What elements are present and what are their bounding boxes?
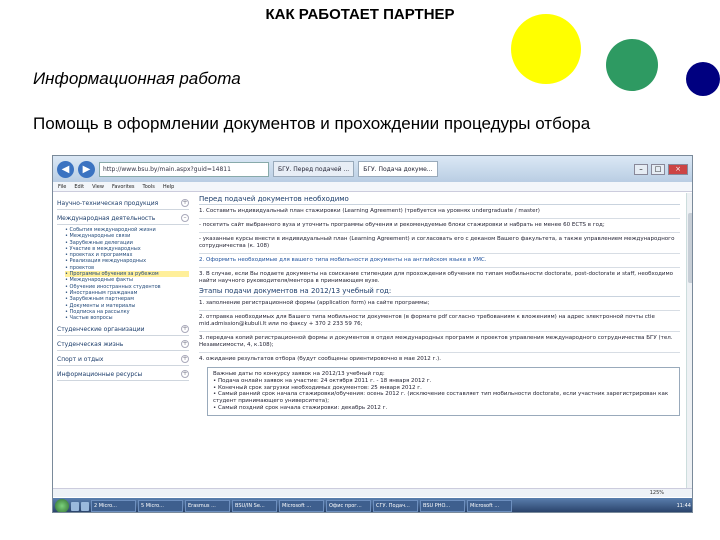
submenu-item[interactable]: • Иностранным гражданам [65, 290, 189, 296]
minimize-icon[interactable]: – [634, 164, 648, 175]
taskbar-item[interactable]: 2 Micro... [91, 500, 136, 512]
section-title-before: Перед подачей документов необходимо [199, 195, 680, 205]
paragraph-step1b: - посетить сайт выбранного вуза и уточнить программы обучения и рекомендуемые блоки стажировки и набрать не менее 60 ECTS в год; [199, 222, 605, 228]
yellow-circle-decoration [511, 14, 581, 84]
submenu-item[interactable]: • Подписка на рассылку [65, 309, 189, 315]
back-icon[interactable]: ◀ [57, 161, 74, 178]
quicklaunch-icon[interactable] [81, 502, 89, 511]
paragraph-step2: 2. Оформить необходимые для вашего типа мобильности документы на английском языке в УМС. [199, 257, 487, 263]
paragraph-step1: 1. Составить индивидуальный план стажировки (Learning Agreement) (требуется на уровнях undergraduate / master) [199, 208, 540, 214]
submenu-item[interactable]: • Международные связи [65, 233, 189, 239]
sidebar-item-student-orgs[interactable]: Студенческие организации + [57, 323, 189, 336]
menu-file[interactable]: File [58, 184, 67, 190]
menu-edit[interactable]: Edit [74, 184, 85, 190]
section-title-stages: Этапы подачи документов на 2012/13 учебный год: [199, 287, 680, 297]
browser-tab-active[interactable]: БГУ. Подача докуме... [358, 161, 437, 177]
sidebar [53, 193, 193, 496]
submenu-item[interactable]: • Частые вопросы [65, 315, 189, 321]
maximize-icon[interactable]: □ [651, 164, 665, 175]
taskbar-item[interactable]: Офис прог... [326, 500, 371, 512]
stage-3: 3. передача копий регистрационной формы и документов в отдел международных программ и проектов управления международного сотрудничества БГУ (тел. Независимости, 4, к.108); [199, 335, 673, 348]
sidebar-item-international-activity[interactable]: Международная деятельность – [57, 212, 189, 225]
sidebar-item-info-resources[interactable]: Информационные ресурсы + [57, 368, 189, 381]
address-bar[interactable]: http://www.bsu.by/main.aspx?guid=14811 [99, 162, 269, 177]
clock: 11:44 [676, 503, 691, 509]
taskbar-item[interactable]: BSU PHO... [420, 500, 465, 512]
forward-icon[interactable]: ▶ [78, 161, 95, 178]
divider [199, 331, 680, 332]
browser-tab[interactable]: БГУ. Перед подачей ... [273, 161, 354, 177]
submenu-item[interactable]: • События международной жизни [65, 227, 189, 233]
taskbar-item[interactable]: Microsoft ... [467, 500, 512, 512]
browser-titlebar [53, 156, 692, 182]
taskbar-item[interactable]: Microsoft ... [279, 500, 324, 512]
taskbar-item[interactable]: BSU/IN Se... [232, 500, 277, 512]
paragraph-step3: 3. В случае, если Вы подаете документы на соискание стипендии для прохождения обучения по типам мобильности doctorate, post-doctorate и staff, необходимо найти научного руководителя/ментора в принимающем вузе. [199, 271, 674, 284]
submenu-item[interactable]: • Зарубежные делегации [65, 240, 189, 246]
slide-subheading: Помощь в оформлении документов и прохождении процедуры отбора [33, 114, 591, 133]
expand-icon[interactable]: + [182, 325, 188, 333]
submenu-item[interactable]: • проектов [65, 265, 189, 271]
expand-icon[interactable]: + [182, 199, 188, 206]
vertical-scrollbar[interactable] [686, 193, 693, 496]
start-button[interactable] [55, 499, 69, 513]
taskbar-item[interactable]: 5 Micro... [138, 500, 183, 512]
stage-1: 1. заполнение регистрационной формы (application form) на сайте программы; [199, 300, 430, 306]
menu-favorites[interactable]: Favorites [111, 184, 135, 190]
expand-icon[interactable]: + [182, 370, 188, 378]
divider [199, 253, 680, 254]
divider [199, 232, 680, 233]
date-item: • Самый ранний срок начала стажировки/обучения: осень 2012 г. (исключение составляет тип мобильности doctorate, если участник зарегистрирован как студент принимающего университета); [213, 391, 674, 404]
divider [199, 310, 680, 311]
submenu-item[interactable]: • Зарубежным партнерам [65, 296, 189, 302]
paragraph-step1c: - указанные курсы внести в индивидуальный план (Learning Agreement) и согласовать его с деканом Вашего факультета, а также управлением международного сотрудничества (к. 108) [199, 236, 675, 249]
taskbar [53, 498, 693, 513]
article [193, 193, 686, 496]
sidebar-item-scientific-products[interactable]: Научно-техническая продукция + [57, 197, 189, 210]
expand-icon[interactable]: + [182, 355, 188, 363]
submenu-item[interactable]: • Международные факты [65, 277, 189, 283]
submenu-item[interactable]: • Обучение иностранных студентов [65, 284, 189, 290]
submenu-item[interactable]: • Участие в международных [65, 246, 189, 252]
important-dates-title: Важные даты по конкурсу заявок на 2012/13 учебный год: [213, 371, 385, 377]
submenu-item[interactable]: • Реализация международных [65, 258, 189, 264]
close-icon[interactable]: × [668, 164, 688, 175]
menu-tools[interactable]: Tools [142, 184, 155, 190]
important-dates-box [207, 367, 680, 416]
date-item: • Конечный срок загрузки необходимых документов: 25 января 2012 г. [213, 385, 674, 392]
date-item: • Самый поздний срок начала стажировки: декабрь 2012 г. [213, 405, 674, 412]
zoom-level[interactable]: 125% [649, 490, 664, 496]
navy-circle-decoration [686, 62, 720, 96]
collapse-icon[interactable]: – [181, 214, 189, 222]
green-circle-decoration [606, 39, 658, 91]
sidebar-item-sport[interactable]: Спорт и отдых + [57, 353, 189, 366]
sidebar-item-student-life[interactable]: Студенческая жизнь + [57, 338, 189, 351]
scrollbar-thumb[interactable] [688, 213, 693, 283]
browser-screenshot [52, 155, 693, 513]
divider [199, 352, 680, 353]
taskbar-item[interactable]: Erasmus ... [185, 500, 230, 512]
submenu-item[interactable]: • Документы и материалы [65, 303, 189, 309]
taskbar-item-active[interactable]: СГУ. Подач... [373, 500, 418, 512]
menu-view[interactable]: View [92, 184, 104, 190]
menu-help[interactable]: Help [162, 184, 175, 190]
divider [199, 218, 680, 219]
quicklaunch-icon[interactable] [71, 502, 79, 511]
slide-heading: Информационная работа [33, 69, 241, 88]
submenu-item-active[interactable]: • Программы обучения за рубежом [65, 271, 189, 277]
date-item: • Подача онлайн заявок на участие: 24 октября 2011 г. - 18 января 2012 г. [213, 378, 674, 385]
expand-icon[interactable]: + [182, 340, 188, 348]
stage-4: 4. ожидание результатов отбора (будут сообщены ориентировочно в мае 2012 г.). [199, 356, 441, 362]
page-content [53, 193, 693, 496]
sidebar-submenu [65, 227, 189, 321]
submenu-item[interactable]: • проектах и программах [65, 252, 189, 258]
status-bar [53, 488, 693, 497]
divider [199, 267, 680, 268]
menu-bar [53, 182, 692, 192]
slide-title: КАК РАБОТАЕТ ПАРТНЕР [265, 6, 455, 23]
stage-2: 2. отправка необходимых для Вашего типа мобильности документов (в формате pdf согласно требованиям к вложениям) на адрес электронной почты ctie mid.admission@kubuli.lt или по факсу + 370 2 233 59 76; [199, 314, 655, 327]
